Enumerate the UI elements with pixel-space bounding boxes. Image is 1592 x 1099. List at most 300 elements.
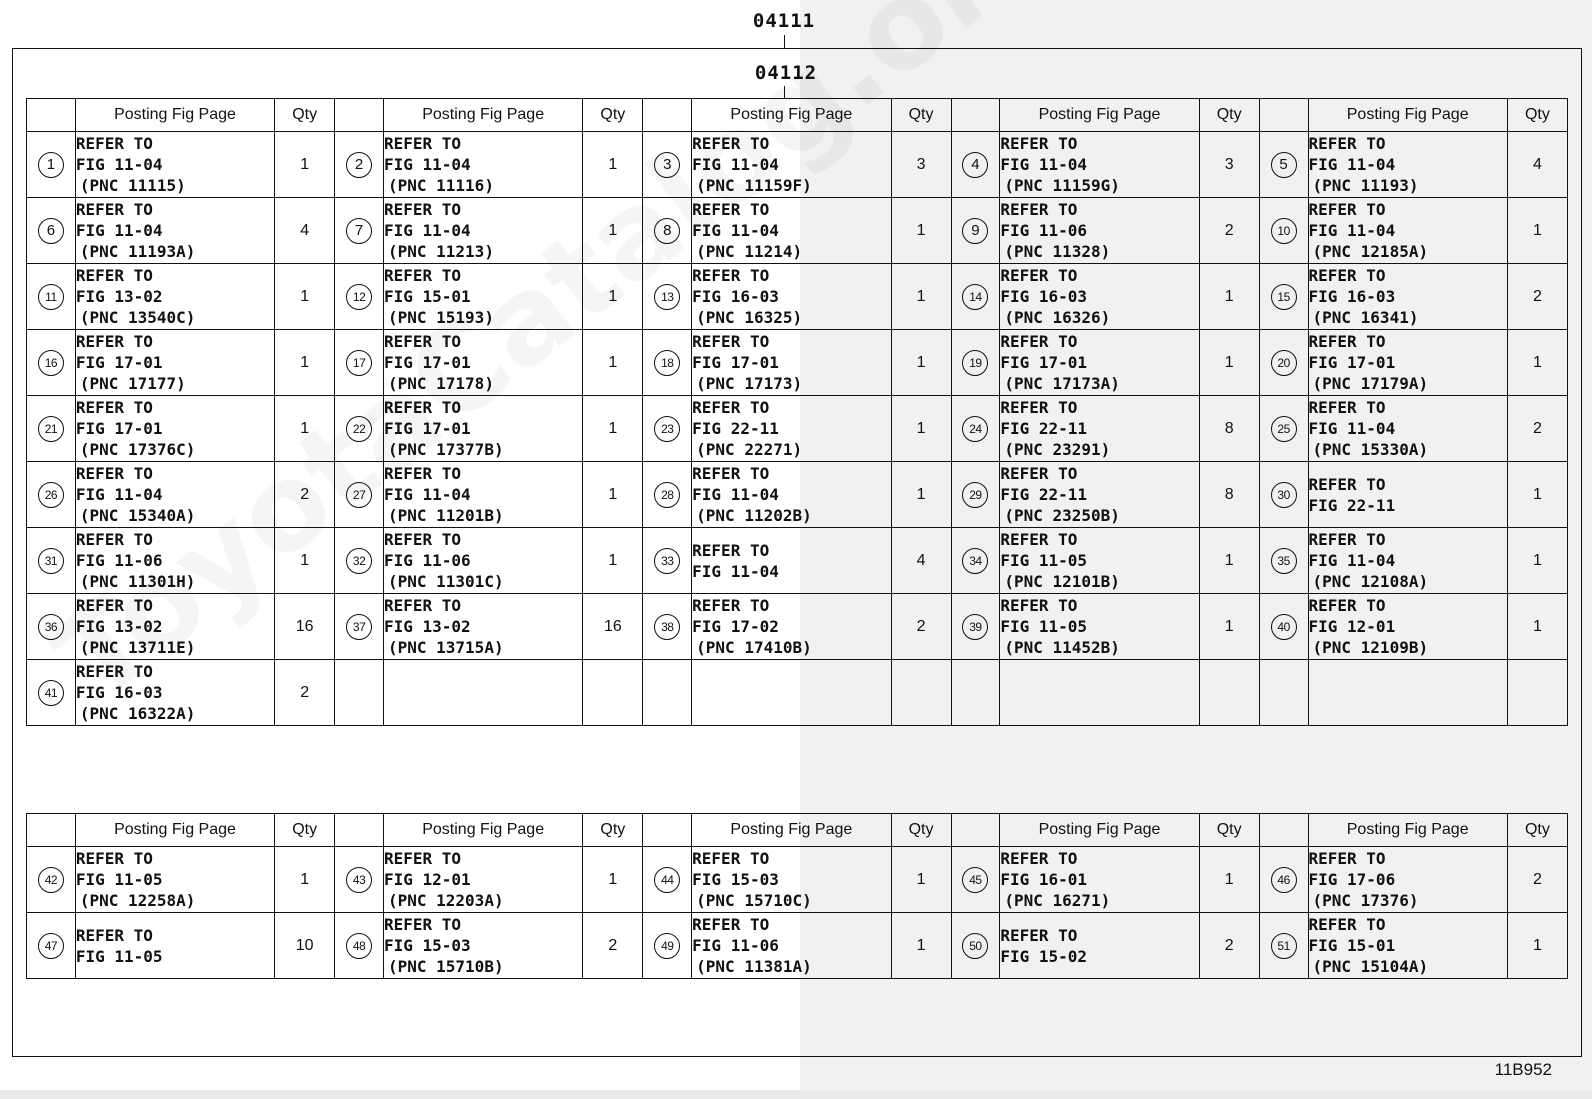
item-number-cell	[1259, 132, 1308, 198]
pnc-reference-text: (PNC 15104A)	[1312, 957, 1429, 976]
item-number-cell	[951, 330, 1000, 396]
posting-reference-cell	[1000, 594, 1199, 660]
pnc-reference-text: (PNC 11115)	[79, 176, 186, 195]
pnc-reference-text: (PNC 16271)	[1004, 891, 1111, 910]
circled-item-number: 13	[654, 284, 680, 310]
pnc-reference-text: (PNC 16325)	[696, 308, 803, 327]
posting-reference-cell	[1308, 264, 1507, 330]
circled-item-number: 22	[346, 416, 372, 442]
refer-to-text: REFER TO	[75, 662, 153, 681]
posting-fig-page-header: Posting Fig Page	[1000, 99, 1199, 132]
qty-cell: 8	[1199, 462, 1259, 528]
circled-item-number: 2	[346, 152, 372, 178]
item-number-cell	[27, 132, 76, 198]
circled-item-number: 35	[1271, 548, 1297, 574]
pnc-reference-text: (PNC 22271)	[696, 440, 803, 459]
item-number-cell	[951, 132, 1000, 198]
posting-reference-cell	[1000, 913, 1199, 979]
refer-to-text: REFER TO	[692, 266, 770, 285]
item-number-cell	[951, 396, 1000, 462]
refer-to-text: REFER TO	[1000, 925, 1078, 945]
item-number-cell	[1259, 913, 1308, 979]
table-row	[27, 132, 1568, 198]
pnc-reference-text: (PNC 11116)	[387, 176, 494, 195]
qty-header: Qty	[891, 814, 951, 847]
posting-reference-cell	[692, 264, 891, 330]
qty-cell	[891, 660, 951, 726]
fig-reference-text: FIG 11-04	[1308, 221, 1396, 240]
fig-reference-text: FIG 11-05	[75, 946, 163, 966]
number-column-header	[951, 814, 1000, 847]
number-column-header	[643, 814, 692, 847]
fig-reference-text: FIG 22-11	[692, 419, 779, 438]
posting-reference-cell	[1308, 330, 1507, 396]
fig-reference-text: FIG 17-01	[383, 353, 471, 372]
circled-item-number: 12	[346, 284, 372, 310]
refer-to-text: REFER TO	[383, 332, 462, 351]
posting-reference-cell	[692, 660, 891, 726]
fig-reference-text: FIG 11-04	[692, 155, 779, 174]
inner-group-code: 04112	[754, 62, 818, 84]
refer-to-text: REFER TO	[75, 925, 153, 945]
qty-cell: 1	[1199, 330, 1259, 396]
item-number-cell	[27, 330, 76, 396]
fig-reference-text: FIG 15-03	[692, 870, 779, 889]
qty-cell: 1	[583, 396, 643, 462]
posting-reference-cell	[383, 847, 582, 913]
item-number-cell	[643, 264, 692, 330]
refer-to-text: REFER TO	[383, 200, 462, 219]
fig-reference-text: FIG 11-04	[75, 221, 163, 240]
posting-reference-cell	[383, 660, 582, 726]
pnc-reference-text: (PNC 15193)	[387, 308, 494, 327]
posting-reference-cell	[1308, 462, 1507, 528]
qty-cell: 2	[1507, 847, 1567, 913]
refer-to-text: REFER TO	[692, 134, 770, 153]
refer-to-text: REFER TO	[75, 200, 153, 219]
fig-reference-text: FIG 11-06	[383, 551, 471, 570]
qty-cell: 4	[1507, 132, 1567, 198]
item-number-cell	[643, 913, 692, 979]
qty-cell: 1	[1507, 594, 1567, 660]
fig-reference-text: FIG 13-02	[75, 617, 163, 636]
qty-cell: 2	[1507, 264, 1567, 330]
qty-cell: 1	[275, 528, 335, 594]
refer-to-text: REFER TO	[692, 540, 770, 560]
item-number-cell	[27, 660, 76, 726]
parts-reference-table-2	[26, 813, 1568, 979]
circled-item-number: 17	[346, 350, 372, 376]
circled-item-number: 38	[654, 614, 680, 640]
qty-cell: 1	[275, 132, 335, 198]
refer-to-text: REFER TO	[1000, 464, 1078, 483]
pnc-reference-text: (PNC 11159F)	[696, 176, 812, 195]
qty-cell: 4	[891, 528, 951, 594]
fig-reference-text: FIG 11-04	[692, 221, 779, 240]
item-number-cell	[951, 594, 1000, 660]
refer-to-text: REFER TO	[692, 200, 770, 219]
posting-reference-cell	[383, 264, 582, 330]
fig-reference-text: FIG 17-06	[1308, 870, 1396, 889]
table-header-row	[27, 814, 1568, 847]
posting-reference-cell	[383, 396, 582, 462]
circled-item-number: 20	[1271, 350, 1297, 376]
circled-item-number: 41	[38, 680, 64, 706]
item-number-cell	[335, 528, 384, 594]
circled-item-number: 36	[38, 614, 64, 640]
circled-item-number: 50	[962, 933, 988, 959]
circled-item-number: 30	[1271, 482, 1297, 508]
posting-reference-cell	[75, 396, 274, 462]
refer-to-text: REFER TO	[75, 398, 153, 417]
qty-header: Qty	[1199, 814, 1259, 847]
posting-fig-page-header: Posting Fig Page	[1000, 814, 1199, 847]
pnc-reference-text: (PNC 12203A)	[387, 891, 504, 910]
refer-to-text: REFER TO	[1308, 596, 1386, 615]
fig-reference-text: FIG 11-04	[75, 155, 163, 174]
fig-reference-text: FIG 15-03	[383, 936, 471, 955]
posting-reference-cell	[75, 594, 274, 660]
posting-reference-cell	[75, 330, 274, 396]
circled-item-number: 31	[38, 548, 64, 574]
refer-to-text: REFER TO	[1308, 134, 1386, 153]
number-column-header	[27, 814, 76, 847]
pnc-reference-text: (PNC 15330A)	[1312, 440, 1429, 459]
item-number-cell	[27, 396, 76, 462]
pnc-reference-text: (PNC 17173)	[696, 374, 803, 393]
circled-item-number: 43	[346, 867, 372, 893]
fig-reference-text: FIG 16-03	[75, 683, 163, 702]
refer-to-text: REFER TO	[1000, 398, 1078, 417]
number-column-header	[1259, 99, 1308, 132]
number-column-header	[643, 99, 692, 132]
posting-reference-cell	[1000, 528, 1199, 594]
pnc-reference-text: (PNC 17376C)	[79, 440, 196, 459]
qty-cell: 1	[891, 913, 951, 979]
circled-item-number: 25	[1271, 416, 1297, 442]
item-number-cell	[27, 264, 76, 330]
posting-reference-cell	[1308, 913, 1507, 979]
refer-to-text: REFER TO	[383, 596, 462, 615]
posting-reference-cell	[692, 396, 891, 462]
circled-item-number: 18	[654, 350, 680, 376]
posting-reference-cell	[692, 198, 891, 264]
outer-connector-line	[784, 35, 785, 48]
posting-reference-cell	[692, 528, 891, 594]
fig-reference-text: FIG 11-04	[692, 485, 779, 504]
circled-item-number: 44	[654, 867, 680, 893]
posting-reference-cell	[383, 198, 582, 264]
refer-to-text: REFER TO	[75, 134, 153, 153]
qty-cell: 1	[583, 198, 643, 264]
refer-to-text: REFER TO	[75, 266, 153, 285]
pnc-reference-text: (PNC 11214)	[696, 242, 803, 261]
qty-cell: 1	[583, 847, 643, 913]
qty-cell: 1	[1507, 462, 1567, 528]
qty-header: Qty	[275, 814, 335, 847]
posting-fig-page-header: Posting Fig Page	[692, 99, 891, 132]
pnc-reference-text: (PNC 11202B)	[696, 506, 812, 525]
qty-cell: 16	[583, 594, 643, 660]
table-header-row	[27, 99, 1568, 132]
item-number-cell	[27, 913, 76, 979]
fig-reference-text: FIG 11-04	[1308, 155, 1396, 174]
posting-reference-cell	[383, 132, 582, 198]
qty-header: Qty	[583, 99, 643, 132]
qty-cell: 1	[891, 330, 951, 396]
posting-reference-cell	[692, 330, 891, 396]
fig-reference-text: FIG 11-06	[692, 936, 779, 955]
posting-fig-page-header: Posting Fig Page	[383, 99, 582, 132]
table-row	[27, 847, 1568, 913]
item-number-cell	[951, 528, 1000, 594]
item-number-cell	[1259, 594, 1308, 660]
item-number-cell	[335, 660, 384, 726]
fig-reference-text: FIG 12-01	[1308, 617, 1396, 636]
number-column-header	[1259, 814, 1308, 847]
qty-cell: 1	[275, 396, 335, 462]
pnc-reference-text: (PNC 13540C)	[79, 308, 196, 327]
posting-reference-cell	[1000, 660, 1199, 726]
posting-reference-cell	[1000, 847, 1199, 913]
fig-reference-text: FIG 16-03	[1000, 287, 1088, 306]
posting-reference-cell	[692, 462, 891, 528]
posting-reference-cell	[1000, 132, 1199, 198]
item-number-cell	[27, 594, 76, 660]
posting-reference-cell	[692, 132, 891, 198]
pnc-reference-text: (PNC 13711E)	[79, 638, 196, 657]
circled-item-number: 3	[654, 152, 680, 178]
circled-item-number: 6	[38, 218, 64, 244]
pnc-reference-text: (PNC 11381A)	[696, 957, 812, 976]
qty-header: Qty	[1507, 814, 1567, 847]
posting-reference-cell	[692, 594, 891, 660]
refer-to-text: REFER TO	[1308, 200, 1386, 219]
refer-to-text: REFER TO	[383, 266, 462, 285]
item-number-cell	[335, 132, 384, 198]
posting-reference-cell	[692, 913, 891, 979]
background-bottom-strip	[0, 1090, 1592, 1099]
fig-reference-text: FIG 17-01	[75, 353, 163, 372]
pnc-reference-text: (PNC 17377B)	[387, 440, 504, 459]
table-row	[27, 198, 1568, 264]
fig-reference-text: FIG 11-05	[1000, 617, 1088, 636]
refer-to-text: REFER TO	[1000, 134, 1078, 153]
item-number-cell	[643, 594, 692, 660]
refer-to-text: REFER TO	[1308, 530, 1386, 549]
item-number-cell	[951, 462, 1000, 528]
qty-cell: 1	[1199, 847, 1259, 913]
item-number-cell	[1259, 264, 1308, 330]
item-number-cell	[1259, 528, 1308, 594]
posting-reference-cell	[383, 913, 582, 979]
posting-fig-page-header: Posting Fig Page	[75, 99, 274, 132]
pnc-reference-text: (PNC 11301C)	[387, 572, 504, 591]
posting-reference-cell	[1308, 528, 1507, 594]
circled-item-number: 11	[38, 284, 64, 310]
circled-item-number: 26	[38, 482, 64, 508]
qty-cell: 10	[275, 913, 335, 979]
fig-reference-text: FIG 22-11	[1000, 485, 1088, 504]
fig-reference-text: FIG 17-01	[692, 353, 779, 372]
item-number-cell	[1259, 847, 1308, 913]
fig-reference-text: FIG 11-04	[383, 155, 471, 174]
fig-reference-text: FIG 11-04	[1308, 419, 1396, 438]
pnc-reference-text: (PNC 17178)	[387, 374, 494, 393]
item-number-cell	[1259, 660, 1308, 726]
fig-reference-text: FIG 11-06	[1000, 221, 1088, 240]
refer-to-text: REFER TO	[692, 915, 770, 934]
qty-header: Qty	[891, 99, 951, 132]
pnc-reference-text: (PNC 11452B)	[1004, 638, 1120, 657]
pnc-reference-text: (PNC 12101B)	[1004, 572, 1120, 591]
posting-reference-cell	[1308, 847, 1507, 913]
qty-cell: 1	[891, 462, 951, 528]
pnc-reference-text: (PNC 11213)	[387, 242, 494, 261]
qty-cell: 1	[891, 396, 951, 462]
posting-fig-page-header: Posting Fig Page	[1308, 814, 1507, 847]
circled-item-number: 19	[962, 350, 988, 376]
posting-reference-cell	[383, 528, 582, 594]
circled-item-number: 33	[654, 548, 680, 574]
item-number-cell	[643, 198, 692, 264]
circled-item-number: 34	[962, 548, 988, 574]
circled-item-number: 42	[38, 867, 64, 893]
refer-to-text: REFER TO	[75, 530, 153, 549]
qty-cell: 2	[583, 913, 643, 979]
posting-reference-cell	[1000, 330, 1199, 396]
qty-cell: 8	[1199, 396, 1259, 462]
posting-reference-cell	[75, 847, 274, 913]
posting-reference-cell	[75, 660, 274, 726]
pnc-reference-text: (PNC 15710C)	[696, 891, 812, 910]
fig-reference-text: FIG 11-04	[383, 485, 471, 504]
table-row	[27, 913, 1568, 979]
item-number-cell	[335, 198, 384, 264]
qty-cell	[583, 660, 643, 726]
number-column-header	[951, 99, 1000, 132]
figure-code: 11B952	[1494, 1060, 1552, 1079]
refer-to-text: REFER TO	[383, 530, 462, 549]
fig-reference-text: FIG 15-02	[1000, 946, 1088, 966]
refer-to-text: REFER TO	[1000, 200, 1078, 219]
pnc-reference-text: (PNC 17177)	[79, 374, 186, 393]
table-row	[27, 528, 1568, 594]
qty-cell: 1	[1507, 913, 1567, 979]
fig-reference-text: FIG 11-05	[1000, 551, 1088, 570]
fig-reference-text: FIG 17-01	[1000, 353, 1088, 372]
fig-reference-text: FIG 11-04	[1000, 155, 1088, 174]
qty-cell: 2	[275, 660, 335, 726]
posting-reference-cell	[383, 462, 582, 528]
qty-cell	[1507, 660, 1567, 726]
item-number-cell	[27, 528, 76, 594]
refer-to-text: REFER TO	[75, 464, 153, 483]
posting-reference-cell	[75, 528, 274, 594]
fig-reference-text: FIG 22-11	[1000, 419, 1088, 438]
table-row	[27, 462, 1568, 528]
qty-cell: 2	[1199, 913, 1259, 979]
item-number-cell	[335, 396, 384, 462]
pnc-reference-text: (PNC 17173A)	[1004, 374, 1120, 393]
item-number-cell	[335, 594, 384, 660]
item-number-cell	[1259, 462, 1308, 528]
refer-to-text: REFER TO	[692, 596, 770, 615]
fig-reference-text: FIG 17-01	[383, 419, 471, 438]
item-number-cell	[335, 847, 384, 913]
item-number-cell	[643, 330, 692, 396]
circled-item-number: 15	[1271, 284, 1297, 310]
circled-item-number: 48	[346, 933, 372, 959]
posting-reference-cell	[75, 264, 274, 330]
qty-cell: 1	[583, 132, 643, 198]
qty-cell: 1	[1507, 330, 1567, 396]
refer-to-text: REFER TO	[383, 134, 462, 153]
posting-reference-cell	[75, 462, 274, 528]
refer-to-text: REFER TO	[75, 332, 153, 351]
posting-fig-page-header: Posting Fig Page	[692, 814, 891, 847]
item-number-cell	[335, 264, 384, 330]
posting-reference-cell	[75, 132, 274, 198]
qty-cell: 1	[1199, 528, 1259, 594]
refer-to-text: REFER TO	[1000, 332, 1078, 351]
posting-reference-cell	[75, 198, 274, 264]
qty-header: Qty	[583, 814, 643, 847]
qty-header: Qty	[1199, 99, 1259, 132]
pnc-reference-text: (PNC 11159G)	[1004, 176, 1120, 195]
refer-to-text: REFER TO	[1308, 332, 1386, 351]
pnc-reference-text: (PNC 12258A)	[79, 891, 196, 910]
qty-cell: 1	[583, 330, 643, 396]
number-column-header	[335, 99, 384, 132]
qty-cell: 1	[891, 264, 951, 330]
refer-to-text: REFER TO	[383, 398, 462, 417]
fig-reference-text: FIG 11-04	[1308, 551, 1396, 570]
fig-reference-text: FIG 15-01	[1308, 936, 1396, 955]
posting-reference-cell	[1000, 264, 1199, 330]
item-number-cell	[643, 660, 692, 726]
fig-reference-text: FIG 16-01	[1000, 870, 1088, 889]
pnc-reference-text: (PNC 23250B)	[1004, 506, 1120, 525]
item-number-cell	[335, 462, 384, 528]
fig-reference-text: FIG 11-06	[75, 551, 163, 570]
circled-item-number: 47	[38, 933, 64, 959]
table-row	[27, 660, 1568, 726]
circled-item-number: 10	[1271, 218, 1297, 244]
circled-item-number: 46	[1271, 867, 1297, 893]
qty-cell: 1	[891, 847, 951, 913]
qty-cell: 3	[1199, 132, 1259, 198]
table-row	[27, 330, 1568, 396]
qty-cell: 1	[275, 264, 335, 330]
refer-to-text: REFER TO	[383, 915, 462, 934]
circled-item-number: 5	[1271, 152, 1297, 178]
item-number-cell	[643, 847, 692, 913]
table-row	[27, 264, 1568, 330]
qty-cell	[1199, 660, 1259, 726]
posting-reference-cell	[1308, 660, 1507, 726]
circled-item-number: 9	[962, 218, 988, 244]
item-number-cell	[1259, 396, 1308, 462]
fig-reference-text: FIG 17-02	[692, 617, 779, 636]
pnc-reference-text: (PNC 11193A)	[79, 242, 196, 261]
refer-to-text: REFER TO	[692, 849, 770, 868]
posting-reference-cell	[1000, 198, 1199, 264]
pnc-reference-text: (PNC 17376)	[1312, 891, 1419, 910]
item-number-cell	[951, 913, 1000, 979]
item-number-cell	[335, 913, 384, 979]
refer-to-text: REFER TO	[1000, 530, 1078, 549]
